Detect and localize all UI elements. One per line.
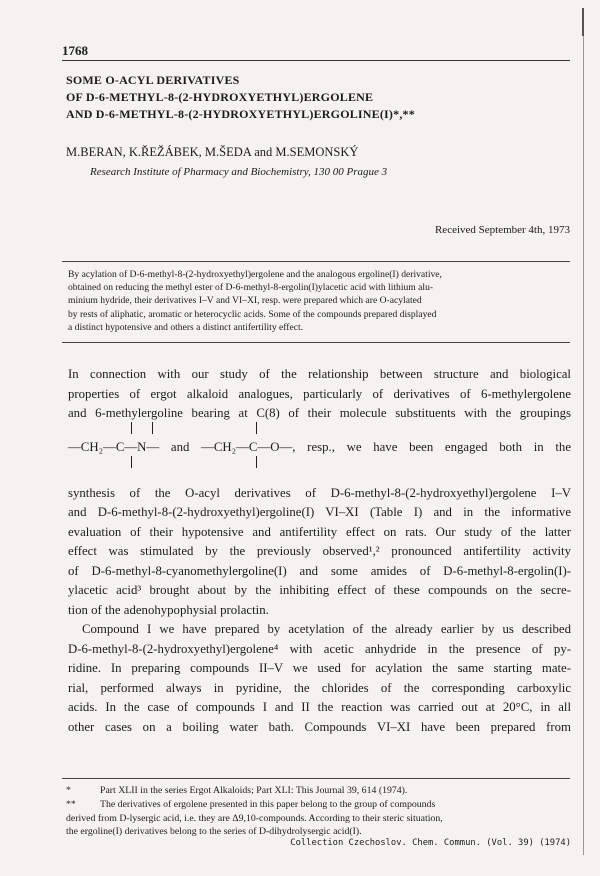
article-title <box>66 72 566 123</box>
bond-mark <box>131 422 132 434</box>
body-line: D-6-methyl-8-(2-hydroxyethyl)ergolene⁴ with acetic anhydride in the presence of py- <box>68 641 571 656</box>
abstract-line: obtained on reducing the methyl ester of D-6-methyl-8-ergolin(I)ylacetic acid with lithium alu- <box>68 282 434 294</box>
body-line: properties of ergot alkaloid analogues, particularly of derivatives of 6-methylergolene <box>68 386 571 401</box>
author-list: M.BERAN, K.ŘEŽÁBEK, M.ŠEDA and M.SEMONSKÝ <box>66 145 359 159</box>
body-line: ridine. In preparing compounds II–V we used for acylation the same starting mate- <box>68 661 571 675</box>
body-line: evaluation of their hypotensive and antifertility effect on rats. Our study of the latter <box>68 524 571 539</box>
abstract-rule-bottom <box>62 342 570 343</box>
bond-mark <box>256 456 257 468</box>
title-line: AND D-6-METHYL-8-(2-HYDROXYETHYL)ERGOLINE(I)*,** <box>66 107 415 121</box>
footnote-rule <box>62 778 570 779</box>
footnote <box>66 784 571 798</box>
body-line: tion of the adenohypophysial prolactin. <box>68 602 269 617</box>
body-line: of D-6-methyl-8-cyanomethylergoline(I) and some amides of D-6-methyl-8-ergolin(I)- <box>68 563 571 578</box>
page-number: 1768 <box>62 43 88 58</box>
received-date: Received September 4th, 1973 <box>434 224 570 236</box>
body-line: In connection with our study of the relationship between structure and biological <box>68 367 571 381</box>
body-line: other cases on a boiling water bath. Compounds VI–XI have been prepared from <box>68 719 571 734</box>
footnote <box>66 798 571 812</box>
journal-footer: Collection Czechoslov. Chem. Commun. (Vol. 39) (1974) <box>290 838 571 848</box>
footnotes <box>66 784 571 839</box>
footnote-line: The derivatives of ergolene presented in this paper belong to the group of compounds <box>100 798 436 810</box>
bond-mark <box>131 456 132 468</box>
structural-formula <box>68 424 571 484</box>
formula-text: —CH₂—C—N— and —CH₂—C—O—, resp., we have been engaged both in the <box>68 439 571 454</box>
body-line: and 6-methylergoline bearing at C(8) of their molecule substituents with the groupings <box>68 406 571 420</box>
header-rule <box>62 60 570 61</box>
title-line: SOME O-ACYL DERIVATIVES <box>66 73 240 87</box>
formula-bond-marks <box>68 420 571 438</box>
abstract-line: minium hydride, their derivatives I–V and VI–XI, resp. were prepared which are O-acylated <box>68 295 422 307</box>
body-line: effect was stimulated by the previously observed¹,² pronounced antifertility activity <box>68 544 571 558</box>
footnote-line: Part XLII in the series Ergot Alkaloids; Part XLI: This Journal 39, 614 (1974). <box>100 785 408 796</box>
scan-edge-mark <box>582 8 584 36</box>
body-line: synthesis of the O-acyl derivatives of D-6-methyl-8-(2-hydroxyethyl)ergolene I–V <box>68 485 571 500</box>
body-line: Compound I we have prepared by acetylation of the already earlier by us described <box>82 622 571 636</box>
body-line: ylacetic acid³ brought about by the inhibiting effect of these compounds on the secre- <box>68 583 571 597</box>
bond-mark <box>152 422 153 434</box>
scan-edge-line <box>583 10 584 855</box>
footnote-mark: * <box>66 785 71 796</box>
body-line: acids. In the case of compounds I and II the reaction was carried out at 20°C, in all <box>68 700 571 714</box>
footnote-mark: ** <box>66 798 76 810</box>
body-line: rial, performed always in pyridine, the chlorides of the corresponding carboxylic <box>68 680 571 695</box>
body-text <box>68 365 571 737</box>
abstract-line: By acylation of D-6-methyl-8-(2-hydroxyethyl)ergolene and the analogous ergoline(I) derivative, <box>68 269 442 280</box>
abstract-line: by rests of aliphatic, aromatic or heterocyclic acids. Some of the compounds prepared displayed <box>68 308 437 320</box>
footnote-line: the ergoline(I) derivatives belong to the series of D-dihydrolysergic acid(I). <box>66 826 362 838</box>
title-line: OF D-6-METHYL-8-(2-HYDROXYETHYL)ERGOLENE <box>66 90 374 104</box>
bond-mark <box>256 422 257 434</box>
abstract <box>68 268 568 334</box>
footnote-line: derived from D-lysergic acid, i.e. they are Δ9,10-compounds. According to their steric situation, <box>66 812 443 824</box>
body-line: and D-6-methyl-8-(2-hydroxyethyl)ergoline(I) VI–XI (Table I) and in the informative <box>68 505 571 519</box>
abstract-rule-top <box>62 261 570 262</box>
abstract-line: a distinct hypotensive and others a distinct antifertility effect. <box>68 321 304 333</box>
affiliation: Research Institute of Pharmacy and Biochemistry, 130 00 Prague 3 <box>90 166 388 178</box>
